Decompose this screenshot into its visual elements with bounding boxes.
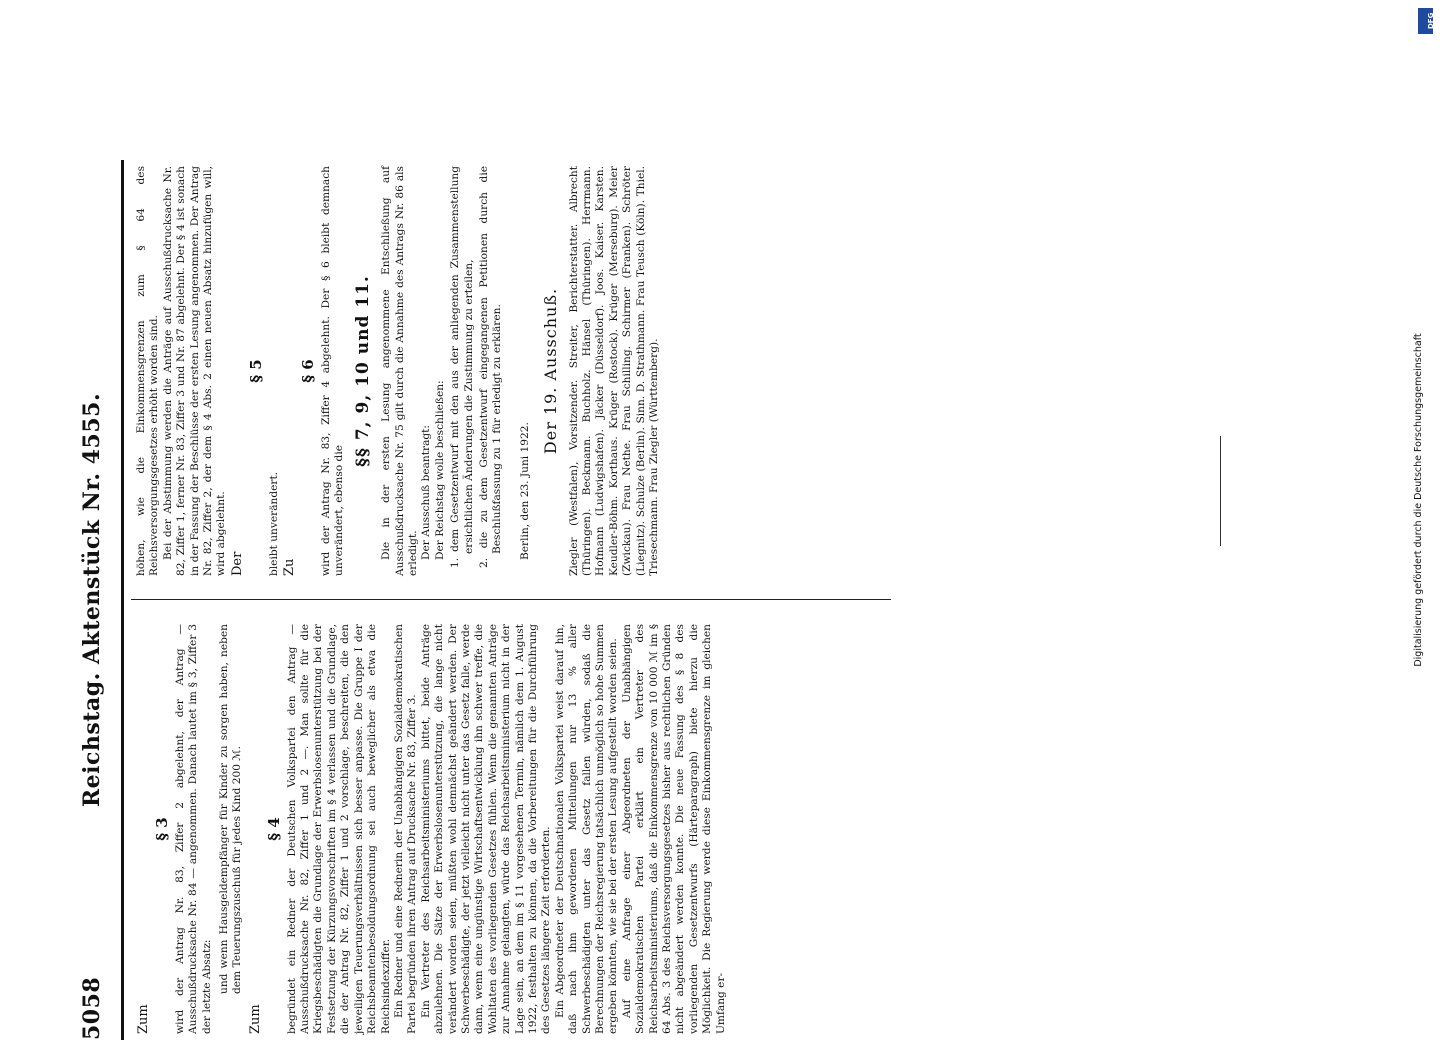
section-5-heading: § 5 — [247, 359, 266, 383]
paragraph: Die in der ersten Lesung angenommene Entschließung auf Ausschußdrucksache Nr. 75 gilt durch die Annahme des Antrags Nr. 86 als erledigt. — [380, 166, 419, 576]
paragraph: begründet ein Redner der Deutschen Volkspartei den Antrag — Ausschußdrucksache Nr. 82, Ziffer 1 und 2 —. Man sollte für die Kriegsbeschädigten die Grundlage der Erwerbslosenunterstützung bei der Festsetzung der Kürzungsvorschriften im § 4 verlassen und die Grundlage, die der Antrag Nr. 82, Ziffer 1 und 2 vorschlage, beschreiten, die den jeweiligen Teuerungsverhältnissen sich besser anpasse. Die Gruppe I der Reichsbeamtenbesoldungsordnung sei auch beweglicher als etwa die Reichsindexziffer. — [285, 624, 392, 1034]
committee-heading: Der 19. Ausschuß. — [541, 287, 561, 455]
page-title: Reichstag. Aktenstück Nr. 4555. — [79, 392, 105, 808]
quoted-paragraph: und wenn Hausgeldempfänger für Kinder zu sorgen haben, neben dem Teuerungszuschuß für jedes Kind 200 ℳ. — [218, 624, 244, 994]
member-list: Ziegler (Westfalen), Vorsitzender. Streiter, Berichterstatter. Albrecht (Thüringen). Beckmann. Buchholz. Hänsel (Thüringen). Herrmann. Hofmann (Ludwigshafen). Jäcker (Düsseldorf). Joos. Kaiser. Karsten. Keudler-Böhm. Korthaus. Krüger (Rostock). Krüger (Merseburg). Meier (Zwickau). Frau Nethe. Frau Schilling. Schirmer (Franken). Schröter (Liegnitz). Schulze (Berlin). Sinn. D. Strathmann. Frau Teusch (Köln). Thiel. Triesechmann. Frau Ziegler (Württemberg). — [567, 166, 660, 576]
zum-label: Zum — [247, 1004, 263, 1034]
paragraph: bleibt unverändert. — [267, 471, 280, 576]
list-item: 2. die zu dem Gesetzentwurf eingegangenen Petitionen durch die Beschlußfassung zu 1 für erledigt zu erklären. — [477, 166, 504, 568]
section-6-heading: § 6 — [299, 359, 318, 383]
column-divider — [131, 599, 891, 600]
dfg-logo: DFG — [1418, 8, 1433, 34]
list-item: 1. dem Gesetzentwurf mit den aus der anliegenden Zusammenstellung ersichtlichen Änderungen die Zustimmung zu erteilen, — [449, 166, 475, 568]
paragraph: Bei der Abstimmung werden die Anträge auf Ausschußdrucksache Nr. 82, Ziffer 1, ferner Nr. 83, Ziffer 3 und Nr. 87 abgelehnt. Der § 4 ist sonach in der Fassung der Beschlüsse der ersten Lesung angenommen. Der Antrag Nr. 82, Ziffer 2, der dem § 4 Abs. 2 einen neuen Absatz hinzufügen will, wird abgelehnt. — [161, 166, 228, 576]
der-label: Der — [229, 551, 245, 576]
paragraph: wird der Antrag Nr. 83, Ziffer 4 abgelehnt. Der § 6 bleibt demnach unverändert, ebenso die — [319, 166, 346, 576]
zum-label: Zum — [136, 1004, 151, 1034]
paragraph: Ein Abgeordneter der Deutschnationalen Volkspartei weist darauf hin, daß nach ihm gewordenen Mitteilungen nur 13 % aller Schwerbeschädigten unter das Gesetz fallen würden, sodaß die Berechnungen der Reichsregierung tatsächlich unmöglich so hohe Summen ergeben könnten, wie sie bei der ersten Lesung aufgestellt worden seien. — [553, 624, 620, 1034]
header-rule — [121, 160, 124, 1040]
section-4-heading: § 4 — [265, 817, 284, 841]
paragraph: höhen, wie die Einkommensgrenzen zum § 64 des Reichsversorgungsgesetzes erhöht worden sind. — [135, 166, 161, 576]
paragraph: Ein Redner und eine Rednerin der Unabhängigen Sozialdemokratischen Partei begründen ihren Antrag auf Drucksache Nr. 83, Ziffer 3. — [392, 624, 419, 1034]
page-number: 5058 — [79, 976, 105, 1040]
paragraph: wird der Antrag Nr. 83, Ziffer 2 abgelehnt, der Antrag — Ausschußdrucksache Nr. 84 — angenommen. Danach lautet im § 3, Ziffer 3 der letzte Absatz: — [173, 624, 213, 1034]
paragraph: Auf eine Anfrage einer Abgeordneten der Unabhängigen Sozialdemokratischen Partei erklärt ein Vertreter des Reichsarbeitsministeriums, daß die Einkommensgrenze von 10 000 ℳ im § 64 Abs. 3 des Reichsversorgungsgesetzes bisher aus rechtlichen Gründen nicht abgeändert werden konnte. Die neue Fassung des § 8 des vorliegenden Gesetzentwurfs (Härteparagraph) biete hierzu die Möglichkeit. Die Regierung werde diese Einkommensgrenze im gleichen Umfang er- — [620, 624, 727, 1034]
right-column — [135, 166, 661, 576]
page-header — [79, 160, 115, 1040]
section-3-heading: § 3 — [153, 817, 172, 841]
paragraph: Der Ausschuß beantragt: — [420, 425, 433, 560]
paragraph: Der Reichstag wolle beschließen: — [433, 380, 446, 560]
left-column — [135, 624, 728, 1034]
document-page — [61, 160, 1161, 1040]
digitization-note-text: Digitalisierung gefördert durch die Deutsche Forschungsgemeinschaft — [1413, 333, 1424, 667]
section-7-11-heading: §§ 7, 9, 10 und 11. — [352, 275, 373, 467]
zu-label: Zu — [282, 558, 298, 576]
digitization-note — [1411, 8, 1435, 998]
margin-divider — [1220, 436, 1221, 546]
date-line: Berlin, den 23. Juni 1922. — [518, 422, 531, 560]
paragraph: Ein Vertreter des Reichsarbeitsministeriums bittet, beide Anträge abzulehnen. Die Sätze der Erwerbslosenunterstützung, die lange nicht verändert worden seien, müßten wohl demnächst geändert werden. Der Schwerbeschädigte, der jetzt vielleicht nicht unter das Gesetz falle, werde dann, wenn eine ungünstige Wirtschaftsentwicklung ihn schwer treffe, die Wohltaten des vorliegenden Gesetzes fühlen. Wenn die genannten Anträge zur Annahme gelangten, würde das Reichsarbeitsministerium nicht in der Lage sein, an dem im § 11 vorgesehenen Termin, nämlich dem 1. August 1922, festhalten zu können, da die Vorbereitungen für die Durchführung des Gesetzes längere Zeit erforderten. — [419, 624, 553, 1034]
